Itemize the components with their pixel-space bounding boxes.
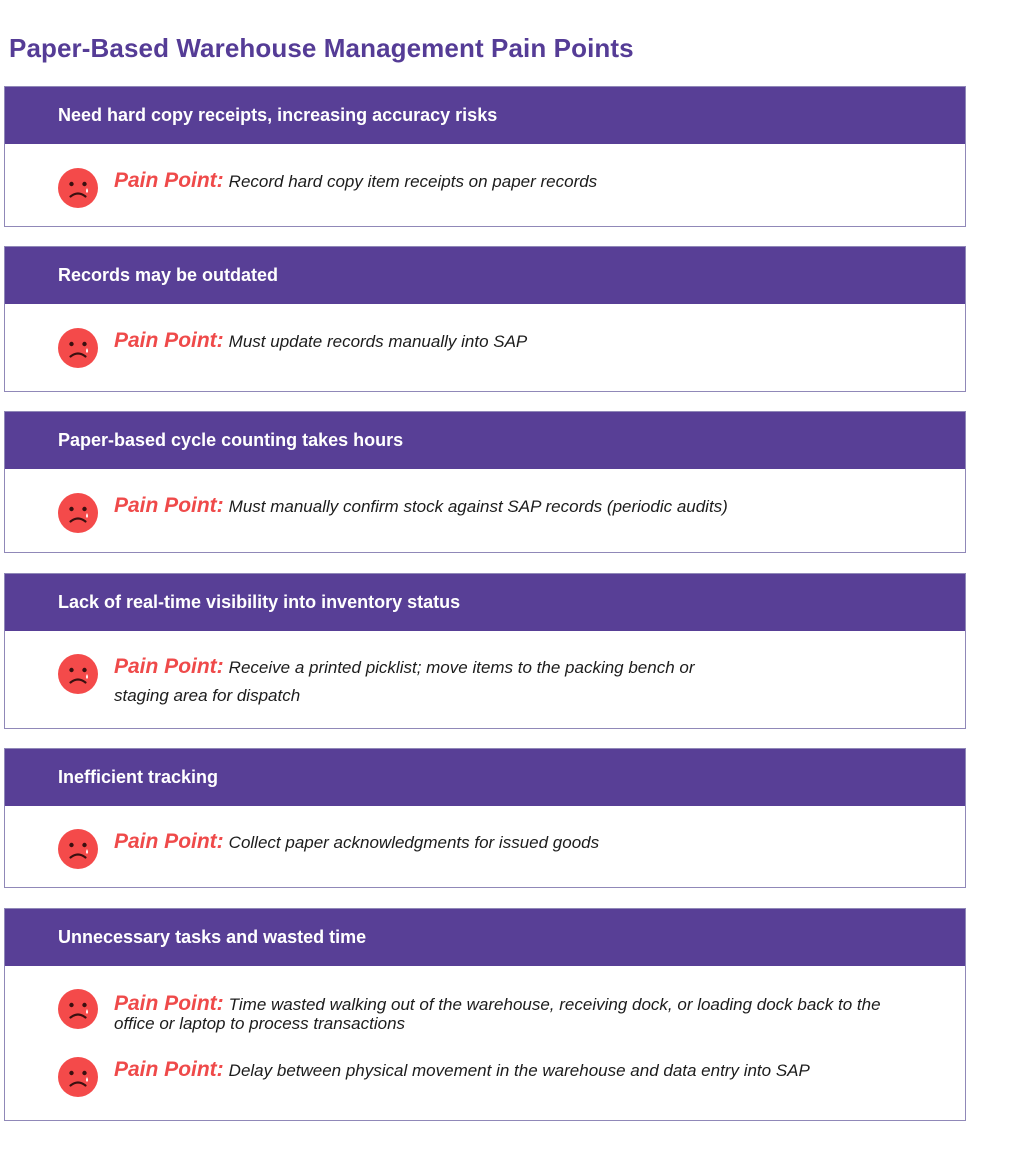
pain-point-text bbox=[114, 1056, 925, 1085]
pain-point-text bbox=[114, 327, 905, 356]
section-card bbox=[4, 246, 966, 392]
section-card bbox=[4, 411, 966, 553]
sad-face-icon bbox=[57, 1056, 99, 1098]
pain-point-label: Pain Point: bbox=[114, 494, 224, 517]
pain-point-label: Pain Point: bbox=[114, 169, 224, 192]
section-heading: Records may be outdated bbox=[5, 247, 965, 304]
pain-point-description: Receive a printed picklist; move items to the packing bench or staging area for dispatch bbox=[114, 658, 695, 705]
section-heading: Lack of real-time visibility into inventory status bbox=[5, 574, 965, 631]
sad-face-icon bbox=[57, 492, 99, 534]
pain-point-label: Pain Point: bbox=[114, 1058, 224, 1081]
pain-point-description: Collect paper acknowledgments for issued goods bbox=[228, 833, 600, 852]
pain-point-description: Time wasted walking out of the warehouse, receiving dock, or loading dock back to the office or laptop to process transactions bbox=[114, 995, 881, 1033]
pain-point-label: Pain Point: bbox=[114, 329, 224, 352]
pain-point-text bbox=[114, 653, 745, 710]
pain-point-text bbox=[114, 167, 905, 196]
section-heading: Need hard copy receipts, increasing accuracy risks bbox=[5, 87, 965, 144]
pain-point-description: Record hard copy item receipts on paper records bbox=[228, 172, 598, 191]
sad-face-icon bbox=[57, 653, 99, 695]
sad-face-icon bbox=[57, 167, 99, 209]
pain-point-label: Pain Point: bbox=[114, 655, 224, 678]
section-card bbox=[4, 908, 966, 1121]
pain-point-description: Must manually confirm stock against SAP records (periodic audits) bbox=[228, 497, 728, 516]
section-card bbox=[4, 86, 966, 227]
pain-point-label: Pain Point: bbox=[114, 830, 224, 853]
section-card bbox=[4, 573, 966, 729]
section-heading: Paper-based cycle counting takes hours bbox=[5, 412, 965, 469]
pain-point-text bbox=[114, 994, 925, 1033]
pain-point-description: Delay between physical movement in the warehouse and data entry into SAP bbox=[228, 1061, 810, 1080]
pain-point-text bbox=[114, 828, 905, 857]
pain-point-label: Pain Point: bbox=[114, 992, 224, 1015]
section-heading: Unnecessary tasks and wasted time bbox=[5, 909, 965, 966]
section-heading: Inefficient tracking bbox=[5, 749, 965, 806]
sad-face-icon bbox=[57, 988, 99, 1030]
pain-point-description: Must update records manually into SAP bbox=[228, 332, 528, 351]
sad-face-icon bbox=[57, 828, 99, 870]
sad-face-icon bbox=[57, 327, 99, 369]
page-title: Paper-Based Warehouse Management Pain Points bbox=[9, 33, 634, 63]
section-card bbox=[4, 748, 966, 888]
pain-point-text bbox=[114, 492, 905, 521]
